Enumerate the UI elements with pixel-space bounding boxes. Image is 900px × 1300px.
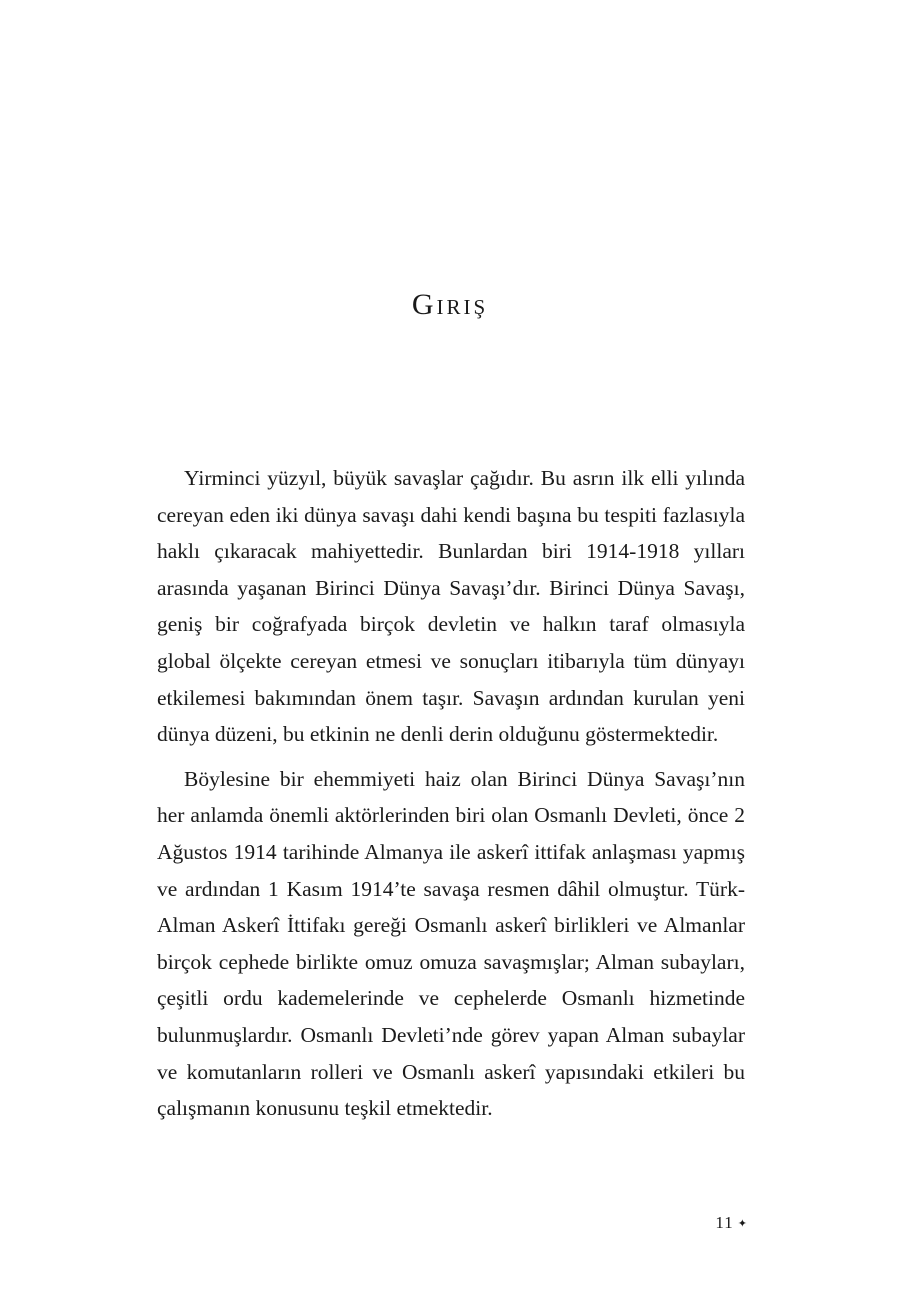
chapter-title: Giriş — [411, 288, 489, 321]
paragraph-1: Yirminci yüzyıl, büyük savaşlar çağıdır. Bu asrın ilk elli yılında cereyan eden iki dünya savaşı dahi kendi başına bu tespiti fazlasıyla haklı çıkaracak mahiyettedir. Bunlardan biri 1914-1918 yılları arasında yaşanan Birinci Dünya Savaşı’dır. Birinci Dünya Savaşı, geniş bir coğrafyada birçok devletin ve halkın taraf olmasıyla global ölçekte cereyan etmesi ve sonuçları itibarıyla tüm dünyayı etkilemesi bakımından önem taşır. Savaşın ardından kurulan yeni dünya düzeni, bu etkinin ne denli derin olduğunu göstermektedir. — [157, 466, 745, 747]
page-number: 11 — [715, 1213, 734, 1232]
paragraph-2: Böylesine bir ehemmiyeti haiz olan Birinci Dünya Savaşı’nın her anlamda önemli aktörlerinden biri olan Osmanlı Devleti, önce 2 Ağustos 1914 tarihinde Almanya ile askerî ittifak anlaşması yapmış ve ardından 1 Kasım 1914’te savaşa resmen dâhil olmuştur. Türk-Alman Askerî İttifakı gereği Osmanlı askerî birlikleri ve Almanlar birçok cephede birlikte omuz omuza savaşmışlar; Alman subayları, çeşitli ordu kademelerinde ve cephelerde Osmanlı hizmetinde bulunmuşlardır. Osmanlı Devleti’nde görev yapan Alman subaylar ve komutanların rolleri ve Osmanlı askerî yapısındaki etkileri bu çalışmanın konusunu teşkil etmektedir. — [157, 766, 745, 1121]
star-ornament-icon: ✦ — [737, 1218, 748, 1230]
page-footer — [678, 1213, 748, 1233]
body-text — [157, 460, 745, 1127]
